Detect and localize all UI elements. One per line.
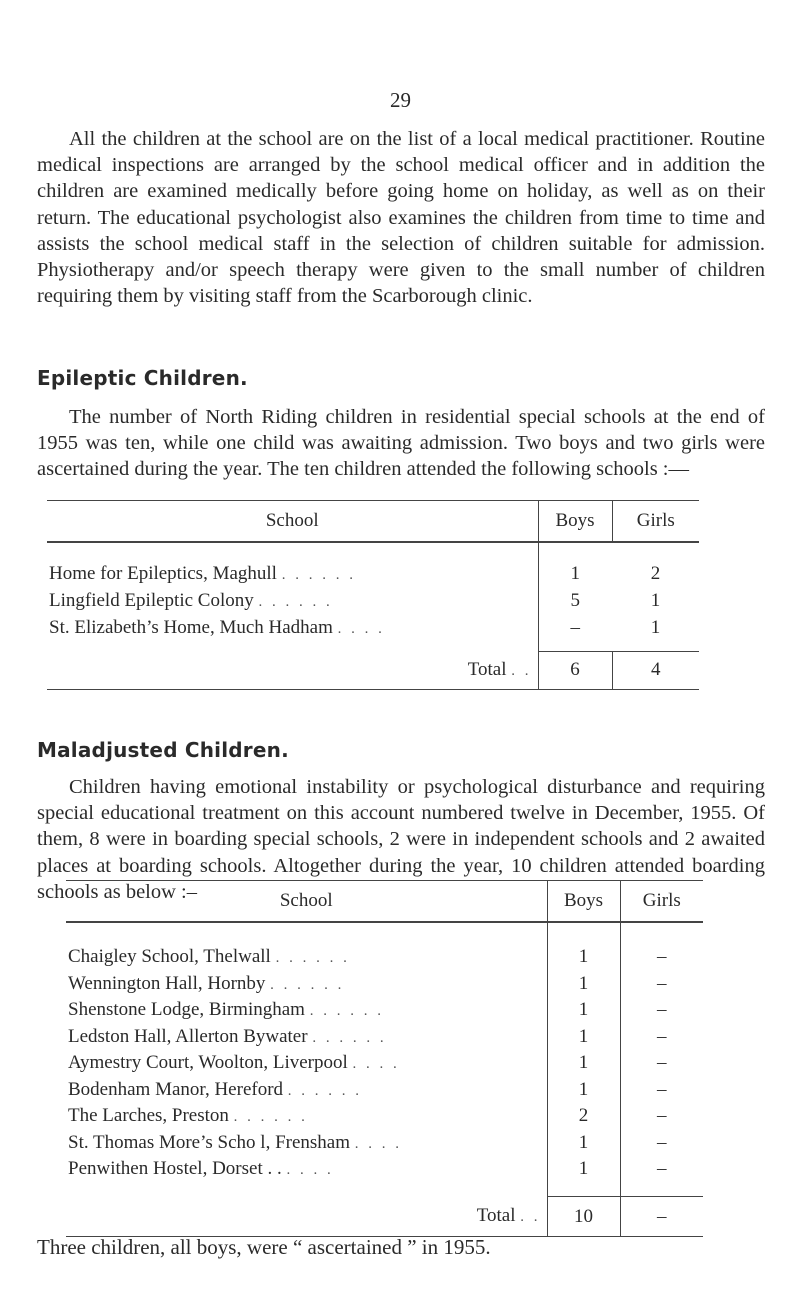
table-row [47, 614, 699, 641]
boys-count: 1 [547, 944, 620, 971]
boys-count: 2 [547, 1103, 620, 1130]
table-header-row [47, 501, 699, 543]
table-row [66, 971, 703, 998]
leader-dots: . . . . [337, 620, 385, 637]
total-label: Total [476, 1205, 516, 1227]
leader-dots: . . . . . . [270, 976, 345, 993]
school-name: St. Thomas More’s Scho l, Frensham [68, 1131, 351, 1153]
school-column-header: School [66, 881, 547, 923]
table-header-row [66, 881, 703, 923]
total-row [66, 1197, 703, 1237]
leader-dots: . . . . . . [309, 1003, 384, 1020]
girls-count: 1 [650, 589, 661, 611]
school-name: Penwithen Hostel, Dorset . . [68, 1158, 282, 1180]
leader-dots: . . . . [352, 1056, 400, 1073]
boys-count: 1 [547, 997, 620, 1024]
leader-dots: . . . . . . [258, 593, 333, 610]
boys-count: 1 [547, 971, 620, 998]
girls-total: 4 [612, 651, 699, 689]
school-name: Home for Epileptics, Maghull [49, 562, 277, 584]
girls-count: – [620, 1024, 703, 1051]
total-label: Total [467, 658, 507, 680]
school-name: Bodenham Manor, Hereford [68, 1078, 284, 1100]
epileptic-heading: Epileptic Children. [37, 366, 248, 390]
girls-count: 1 [650, 616, 661, 638]
leader-dots: . . . . [354, 1135, 403, 1152]
leader-dots: . . . . . . [275, 950, 350, 967]
table-row [66, 1103, 703, 1130]
girls-count: – [620, 1130, 703, 1157]
girls-column-header: Girls [612, 501, 699, 543]
school-name: Lingfield Epileptic Colony [49, 589, 254, 611]
maladjusted-schools-table [66, 880, 703, 1237]
school-name: Chaigley School, Thelwall [68, 946, 271, 968]
closing-paragraph: Three children, all boys, were “ ascertained ” in 1955. [37, 1235, 491, 1259]
school-name: Wennington Hall, Hornby [68, 972, 266, 994]
table-row [66, 1130, 703, 1157]
table-row [47, 587, 699, 614]
girls-count: – [620, 1156, 703, 1183]
girls-count: – [620, 1077, 703, 1104]
girls-count: – [620, 971, 703, 998]
leader-dots: . . . . . . [233, 1109, 308, 1126]
boys-count: 1 [538, 560, 612, 587]
maladjusted-paragraph: Children having emotional instability or psychological disturbance and requiring special educational treatment on this account numbered twelve in December, 1955. Of them, 8 were in boarding special schools, 2 were in independent schools and 2 awaited places at boarding schools. Altogether during the year, 10 children attended boarding schools as below :– [37, 776, 765, 903]
school-name: St. Elizabeth’s Home, Much Hadham [49, 616, 333, 638]
epileptic-schools-table [47, 500, 699, 690]
leader-dots: . . . . . . [287, 1082, 363, 1099]
table-row [66, 1077, 703, 1104]
girls-count: 2 [650, 562, 661, 584]
table-row [47, 560, 699, 587]
boys-count: 1 [547, 1024, 620, 1051]
school-name: Ledston Hall, Allerton Bywater [68, 1025, 308, 1047]
leader-dots: . . . . [286, 1162, 334, 1179]
epileptic-paragraph: The number of North Riding children in residential special schools at the end of 1955 was ten, while one child was awaiting admission. Two boys and two girls were ascertained during the year. The ten children attended the following schools :— [37, 406, 765, 481]
boys-count: 1 [547, 1050, 620, 1077]
intro-paragraph: All the children at the school are on the list of a local medical practitioner. Routine medical inspections are arranged by the school medical officer and in addition the children are examined medically before going home on holiday, as well as on their return. The educational psychologist also examines the children from time to time and assists the school medical staff in the selection of children suitable for admission. Physiotherapy and/or speech therapy were given to the small number of children requiring them by visiting staff from the Scarborough clinic. [37, 128, 765, 308]
leader-dots: . . [520, 1209, 541, 1226]
school-name: Aymestry Court, Woolton, Liverpool [68, 1052, 348, 1074]
leader-dots: . . . . . . [281, 566, 356, 583]
boys-total: 10 [547, 1197, 620, 1237]
maladjusted-heading: Maladjusted Children. [37, 738, 289, 762]
girls-count: – [620, 944, 703, 971]
boys-total: 6 [538, 651, 612, 689]
boys-count: – [538, 614, 612, 641]
girls-count: – [620, 1050, 703, 1077]
school-name: The Larches, Preston [68, 1105, 229, 1127]
girls-column-header: Girls [620, 881, 703, 923]
boys-column-header: Boys [547, 881, 620, 923]
girls-total: – [620, 1197, 703, 1237]
boys-count: 1 [547, 1077, 620, 1104]
total-row [47, 651, 699, 689]
page-number: 29 [390, 88, 411, 112]
boys-count: 1 [547, 1130, 620, 1157]
table-row [66, 1050, 703, 1077]
leader-dots: . . . . . . [312, 1029, 387, 1046]
school-column-header: School [47, 501, 538, 543]
table-row [66, 997, 703, 1024]
table-row [66, 1156, 703, 1183]
girls-count: – [620, 1103, 703, 1130]
table-row [66, 944, 703, 971]
boys-count: 1 [547, 1156, 620, 1183]
boys-count: 5 [538, 587, 612, 614]
school-name: Shenstone Lodge, Birmingham [68, 999, 305, 1021]
boys-column-header: Boys [538, 501, 612, 543]
girls-count: – [620, 997, 703, 1024]
leader-dots: . . [511, 662, 532, 679]
table-row [66, 1024, 703, 1051]
